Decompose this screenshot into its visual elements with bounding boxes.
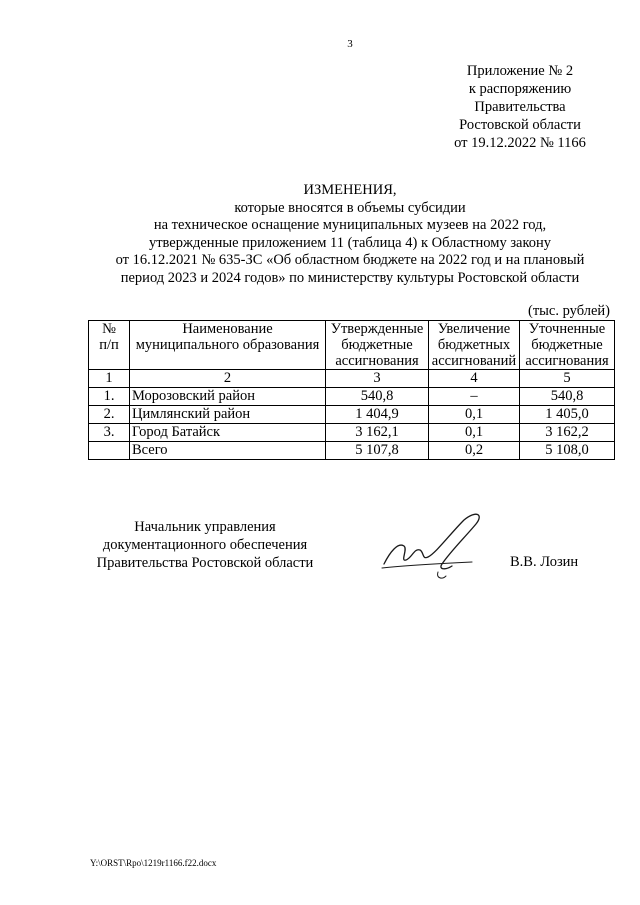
- header-number-line-2: п/п: [99, 337, 119, 353]
- appendix-reference: [440, 62, 600, 152]
- total-label: Всего: [130, 442, 326, 460]
- total-number: [89, 442, 130, 460]
- header-increase-line-1: Увеличение: [437, 321, 511, 337]
- total-approved: 5 107,8: [326, 442, 429, 460]
- table-row: [89, 406, 615, 424]
- page-number: 3: [347, 38, 353, 50]
- column-number-cell: 2: [130, 370, 326, 388]
- row-revised: 540,8: [520, 388, 615, 406]
- title-line-5: период 2023 и 2024 годов» по министерству культуры Ростовской области: [120, 269, 580, 286]
- header-revised-line-3: ассигнования: [525, 353, 609, 369]
- header-number-line-1: №: [102, 321, 116, 337]
- header-number: [89, 321, 130, 370]
- header-approved: [326, 321, 429, 370]
- title-line-2: на техническое оснащение муниципальных музеев на 2022 год,: [153, 217, 547, 233]
- column-number-cell: 3: [326, 370, 429, 388]
- appendix-line-4: Ростовской области: [459, 117, 581, 133]
- signer-name: В.В. Лозин: [510, 554, 579, 570]
- header-increase-line-3: ассигнований: [431, 353, 517, 369]
- header-municipality: [130, 321, 326, 370]
- subsidy-table: [88, 320, 615, 460]
- row-approved: 3 162,1: [326, 424, 429, 442]
- row-increase: 0,1: [429, 424, 520, 442]
- row-revised: 3 162,2: [520, 424, 615, 442]
- signer-position-line-3: Правительства Ростовской области: [96, 555, 314, 571]
- row-municipality: Цимлянский район: [130, 406, 326, 424]
- signer-position-line-2: документационного обеспечения: [102, 537, 308, 553]
- table-row: [89, 388, 615, 406]
- header-approved-line-2: бюджетные: [341, 337, 413, 353]
- title-line-1: которые вносятся в объемы субсидии: [234, 199, 466, 216]
- header-revised-line-1: Уточненные: [528, 321, 606, 337]
- header-revised: [520, 321, 615, 370]
- header-increase-line-2: бюджетных: [437, 337, 511, 353]
- appendix-line-1: Приложение № 2: [466, 63, 574, 79]
- header-increase: [429, 321, 520, 370]
- appendix-line-5: от 19.12.2022 № 1166: [454, 135, 586, 151]
- total-increase: 0,2: [429, 442, 520, 460]
- total-revised: 5 108,0: [520, 442, 615, 460]
- row-number: 1.: [89, 388, 130, 406]
- appendix-line-3: Правительства: [474, 99, 566, 115]
- header-approved-line-1: Утвержденные: [330, 321, 424, 337]
- column-number-cell: 5: [520, 370, 615, 388]
- row-municipality: Город Батайск: [130, 424, 326, 442]
- row-municipality: Морозовский район: [130, 388, 326, 406]
- column-number-row: [89, 370, 615, 388]
- handwritten-signature: [380, 512, 490, 582]
- signer-position: [90, 518, 320, 572]
- units-label: (тыс. рублей): [528, 303, 610, 319]
- title-line-4: от 16.12.2021 № 635-ЗС «Об областном бюджете на 2022 год и на плановый: [115, 252, 585, 268]
- row-increase: 0,1: [429, 406, 520, 424]
- total-row: [89, 442, 615, 460]
- row-increase: –: [429, 388, 520, 406]
- appendix-line-2: к распоряжению: [468, 81, 572, 97]
- column-number-cell: 4: [429, 370, 520, 388]
- title-heading: ИЗМЕНЕНИЯ,: [303, 182, 397, 198]
- file-path: Y:\ORST\Rpo\1219r1166.f22.docx: [90, 858, 217, 868]
- row-number: 2.: [89, 406, 130, 424]
- title-line-3: утвержденные приложением 11 (таблица 4) к Областному закону: [148, 234, 552, 251]
- table-header-row: [89, 321, 615, 370]
- row-approved: 1 404,9: [326, 406, 429, 424]
- header-municipality-line-2: муниципального образования: [135, 337, 320, 353]
- header-approved-line-3: ассигнования: [335, 353, 419, 369]
- signer-position-line-1: Начальник управления: [134, 519, 276, 535]
- table-row: [89, 424, 615, 442]
- row-approved: 540,8: [326, 388, 429, 406]
- header-municipality-line-1: Наименование: [182, 321, 273, 337]
- header-revised-line-2: бюджетные: [531, 337, 603, 353]
- row-revised: 1 405,0: [520, 406, 615, 424]
- row-number: 3.: [89, 424, 130, 442]
- document-title: [80, 182, 620, 287]
- column-number-cell: 1: [89, 370, 130, 388]
